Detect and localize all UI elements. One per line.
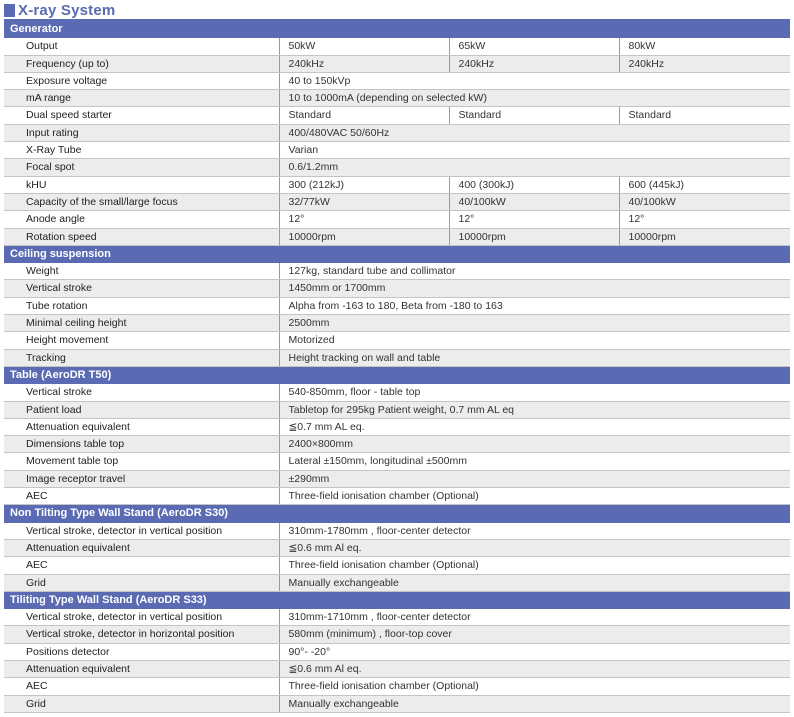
row-label: Patient load <box>4 401 279 418</box>
row-label: AEC <box>4 488 279 505</box>
row-value: Three-field ionisation chamber (Optional) <box>279 557 790 574</box>
row-label: Image receptor travel <box>4 470 279 487</box>
spec-table-body <box>4 21 790 712</box>
row-label: Rotation speed <box>4 228 279 245</box>
row-value: 50kW <box>279 38 449 55</box>
row-value: ≦0.6 mm Al eq. <box>279 539 790 556</box>
section-header <box>4 21 790 38</box>
row-value: 127kg, standard tube and collimator <box>279 263 790 280</box>
table-row <box>4 557 790 574</box>
row-value: 90°- -20° <box>279 643 790 660</box>
section-title: Tiliting Type Wall Stand (AeroDR S33) <box>4 591 790 608</box>
row-value: 65kW <box>449 38 619 55</box>
spec-table <box>4 21 790 713</box>
section-header <box>4 366 790 383</box>
row-value: 10 to 1000mA (depending on selected kW) <box>279 90 790 107</box>
table-row <box>4 280 790 297</box>
table-row <box>4 124 790 141</box>
row-value: Three-field ionisation chamber (Optional) <box>279 678 790 695</box>
row-label: AEC <box>4 557 279 574</box>
row-label: Vertical stroke <box>4 384 279 401</box>
table-row <box>4 436 790 453</box>
row-value: 240kHz <box>619 55 790 72</box>
row-label: Attenuation equivalent <box>4 418 279 435</box>
row-value: 40/100kW <box>619 193 790 210</box>
table-row <box>4 522 790 539</box>
table-row <box>4 384 790 401</box>
row-label: mA range <box>4 90 279 107</box>
row-label: Input rating <box>4 124 279 141</box>
row-value: Varian <box>279 142 790 159</box>
row-value: Manually exchangeable <box>279 695 790 712</box>
title-square-icon <box>4 4 15 17</box>
row-value: 12° <box>619 211 790 228</box>
table-row <box>4 401 790 418</box>
row-label: Vertical stroke, detector in vertical position <box>4 522 279 539</box>
row-label: Vertical stroke, detector in horizontal position <box>4 626 279 643</box>
table-row <box>4 678 790 695</box>
row-value: 240kHz <box>279 55 449 72</box>
section-title: Ceiling suspension <box>4 245 790 262</box>
table-row <box>4 176 790 193</box>
row-label: X-Ray Tube <box>4 142 279 159</box>
section-title: Generator <box>4 21 790 38</box>
row-value: Alpha from -163 to 180, Beta from -180 to 163 <box>279 297 790 314</box>
table-row <box>4 418 790 435</box>
page-title: X-ray System <box>18 1 116 19</box>
table-row <box>4 643 790 660</box>
row-label: Weight <box>4 263 279 280</box>
row-label: Movement table top <box>4 453 279 470</box>
row-value: Manually exchangeable <box>279 574 790 591</box>
table-row <box>4 38 790 55</box>
table-row <box>4 72 790 89</box>
row-label: Positions detector <box>4 643 279 660</box>
section-title: Table (AeroDR T50) <box>4 366 790 383</box>
table-row <box>4 349 790 366</box>
row-value: 40 to 150kVp <box>279 72 790 89</box>
row-label: Focal spot <box>4 159 279 176</box>
table-row <box>4 453 790 470</box>
row-value: 400/480VAC 50/60Hz <box>279 124 790 141</box>
table-row <box>4 332 790 349</box>
table-row <box>4 539 790 556</box>
section-header <box>4 591 790 608</box>
row-label: Grid <box>4 574 279 591</box>
row-value: 1450mm or 1700mm <box>279 280 790 297</box>
row-value: 310mm-1780mm , floor-center detector <box>279 522 790 539</box>
table-row <box>4 470 790 487</box>
row-label: Output <box>4 38 279 55</box>
row-value: 600 (445kJ) <box>619 176 790 193</box>
row-value: Standard <box>449 107 619 124</box>
row-label: Vertical stroke, detector in vertical position <box>4 609 279 626</box>
section-header <box>4 245 790 262</box>
row-label: Vertical stroke <box>4 280 279 297</box>
section-header <box>4 505 790 522</box>
row-label: Anode angle <box>4 211 279 228</box>
row-label: Frequency (up to) <box>4 55 279 72</box>
table-row <box>4 107 790 124</box>
table-row <box>4 488 790 505</box>
table-row <box>4 626 790 643</box>
row-label: Capacity of the small/large focus <box>4 193 279 210</box>
row-value: 0.6/1.2mm <box>279 159 790 176</box>
row-value: 10000rpm <box>279 228 449 245</box>
row-value: 10000rpm <box>619 228 790 245</box>
row-label: Attenuation equivalent <box>4 660 279 677</box>
table-row <box>4 609 790 626</box>
row-value: Lateral ±150mm, longitudinal ±500mm <box>279 453 790 470</box>
table-row <box>4 142 790 159</box>
row-value: Height tracking on wall and table <box>279 349 790 366</box>
row-value: 580mm (minimum) , floor-top cover <box>279 626 790 643</box>
row-label: Attenuation equivalent <box>4 539 279 556</box>
row-value: 12° <box>279 211 449 228</box>
table-row <box>4 660 790 677</box>
row-label: Grid <box>4 695 279 712</box>
row-value: 12° <box>449 211 619 228</box>
row-value: Three-field ionisation chamber (Optional) <box>279 488 790 505</box>
table-row <box>4 211 790 228</box>
row-value: Tabletop for 295kg Patient weight, 0.7 mm AL eq <box>279 401 790 418</box>
table-row <box>4 297 790 314</box>
row-value: 540-850mm, floor - table top <box>279 384 790 401</box>
table-row <box>4 574 790 591</box>
row-label: Dimensions table top <box>4 436 279 453</box>
row-value: Motorized <box>279 332 790 349</box>
row-value: 80kW <box>619 38 790 55</box>
table-row <box>4 55 790 72</box>
table-row <box>4 695 790 712</box>
row-value: 2400×800mm <box>279 436 790 453</box>
table-row <box>4 228 790 245</box>
row-value: 300 (212kJ) <box>279 176 449 193</box>
section-title: Non Tilting Type Wall Stand (AeroDR S30) <box>4 505 790 522</box>
row-value: 240kHz <box>449 55 619 72</box>
row-value: 10000rpm <box>449 228 619 245</box>
row-label: Exposure voltage <box>4 72 279 89</box>
row-value: ≦0.6 mm Al eq. <box>279 660 790 677</box>
row-value: Standard <box>619 107 790 124</box>
row-value: ≦0.7 mm AL eq. <box>279 418 790 435</box>
row-label: Tube rotation <box>4 297 279 314</box>
row-value: ±290mm <box>279 470 790 487</box>
row-label: Height movement <box>4 332 279 349</box>
row-label: kHU <box>4 176 279 193</box>
row-label: Dual speed starter <box>4 107 279 124</box>
row-value: 400 (300kJ) <box>449 176 619 193</box>
table-row <box>4 263 790 280</box>
row-label: Minimal ceiling height <box>4 315 279 332</box>
row-value: Standard <box>279 107 449 124</box>
row-label: AEC <box>4 678 279 695</box>
table-row <box>4 193 790 210</box>
row-value: 40/100kW <box>449 193 619 210</box>
row-value: 32/77kW <box>279 193 449 210</box>
table-row <box>4 159 790 176</box>
row-value: 310mm-1710mm , floor-center detector <box>279 609 790 626</box>
title-bar <box>4 0 115 20</box>
table-row <box>4 315 790 332</box>
table-row <box>4 90 790 107</box>
row-value: 2500mm <box>279 315 790 332</box>
row-label: Tracking <box>4 349 279 366</box>
